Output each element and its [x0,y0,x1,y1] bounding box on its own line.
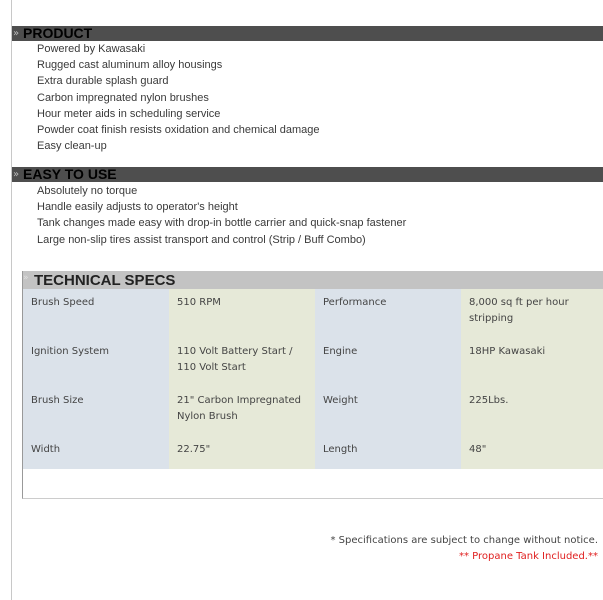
list-item: Carbon impregnated nylon brushes [37,91,209,104]
product-feature-list [37,41,597,154]
easy-to-use-section-title: EASY TO USE [23,167,117,182]
technical-specs-panel [22,271,603,499]
list-item: Handle easily adjusts to operator's height [37,201,238,214]
double-chevron-right-icon: » [13,169,20,180]
easy-to-use-section-header [12,167,603,182]
spec-label: Performance [315,289,461,338]
double-chevron-right-icon: » [13,28,20,39]
spec-label: Weight [315,387,461,436]
spec-value: 510 RPM [169,289,315,338]
left-border [11,0,12,600]
spec-label: Ignition System [23,338,169,387]
list-item: Tank changes made easy with drop-in bottle carrier and quick-snap fastener [37,217,407,230]
spec-label: Length [315,436,461,469]
spec-value: 48" [461,436,603,469]
product-section-header [12,26,603,41]
list-item: Powered by Kawasaki [37,43,146,55]
spec-label: Width [23,436,169,469]
list-item: Rugged cast aluminum alloy housings [37,59,223,72]
list-item: Easy clean-up [37,140,107,153]
list-item: Extra durable splash guard [37,75,169,88]
list-item: Powder coat finish resists oxidation and chemical damage [37,123,320,136]
spec-value: 21" Carbon Impregnated Nylon Brush [169,387,315,436]
spec-label: Brush Size [23,387,169,436]
spec-value: 22.75" [169,436,315,469]
list-item: Hour meter aids in scheduling service [37,107,221,120]
spec-value: 110 Volt Battery Start / 110 Volt Start [169,338,315,387]
specs-table [23,289,603,469]
spec-value: 18HP Kawasaki [461,338,603,387]
table-row [23,338,603,387]
spec-label: Brush Speed [23,289,169,338]
table-row [23,436,603,469]
table-row [23,387,603,436]
double-chevron-right-icon: » [23,273,29,283]
spec-label: Engine [315,338,461,387]
technical-specs-header [23,271,603,289]
easy-to-use-feature-list [37,183,597,248]
spec-value: 8,000 sq ft per hour stripping [461,289,603,338]
spec-value: 225Lbs. [461,387,603,436]
list-item: Large non-slip tires assist transport and control (Strip / Buff Combo) [37,233,366,246]
list-item: Absolutely no torque [37,185,138,197]
technical-specs-title: TECHNICAL SPECS [34,272,176,289]
product-section-title: PRODUCT [23,26,93,41]
table-row [23,289,603,338]
propane-tank-note: ** Propane Tank Included.** [458,551,598,562]
specifications-disclaimer: * Specifications are subject to change without notice. [330,535,598,546]
